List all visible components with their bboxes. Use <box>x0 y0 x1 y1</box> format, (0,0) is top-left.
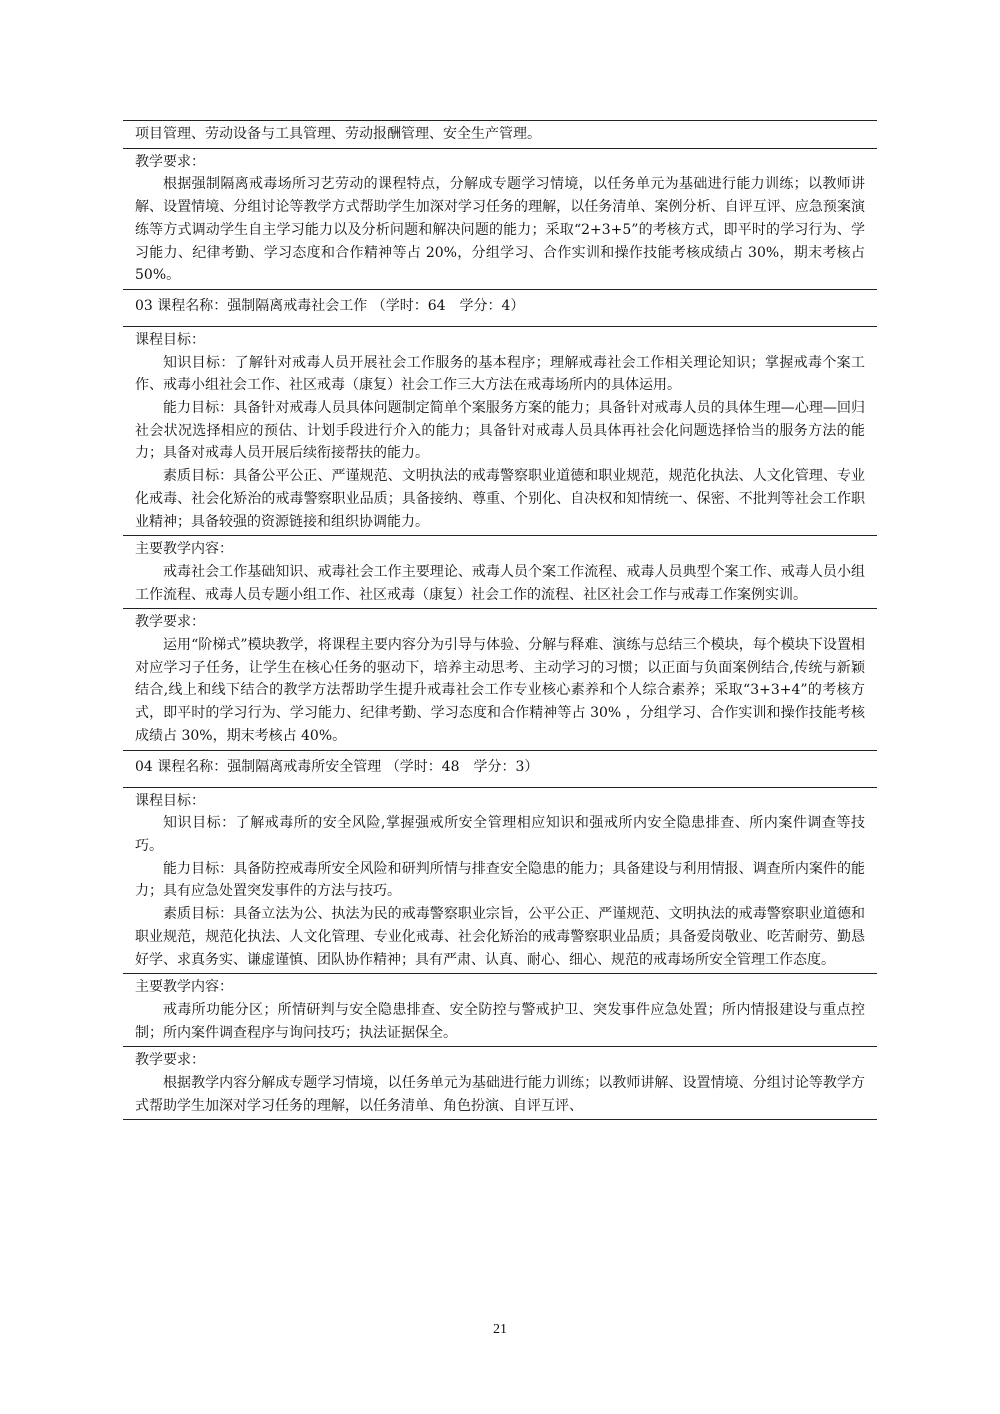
section-label: 课程目标： <box>135 792 205 809</box>
paragraph: 能力目标：具备防控戒毒所安全风险和研判所情与排查安全隐患的能力；具备建设与利用情报、调查所内案件的能力；具有应急处置突发事件的方法与技巧。 <box>135 860 865 900</box>
paragraph: 知识目标：了解针对戒毒人员开展社会工作服务的基本程序；理解戒毒社会工作相关理论知识；掌握戒毒个案工作、戒毒小组社会工作、社区戒毒（康复）社会工作三大方法在戒毒场所内的具体运用。 <box>135 354 865 394</box>
section-label: 主要教学内容： <box>135 541 233 558</box>
paragraph: 戒毒社会工作基础知识、戒毒社会工作主要理论、戒毒人员个案工作流程、戒毒人员典型个案工作、戒毒人员小组工作流程、戒毒人员专题小组工作、社区戒毒（康复）社会工作的流程、社区社会工作与戒毒工作案例实训。 <box>135 563 865 603</box>
section-label: 教学要求： <box>135 153 205 170</box>
paragraph: 运用“阶梯式”模块教学，将课程主要内容分为引导与体验、分解与释难、演练与总结三个模块，每个模块下设置相对应学习子任务，让学生在核心任务的驱动下，培养主动思考、主动学习的习惯；以正面与负面案例结合,传统与新颖结合,线上和线下结合的教学方法帮助学生提升戒毒社会工作专业核心素养和个人综合素养；采取“3+3+4”的考核方式，即平时的学习行为、学习能力、纪律考勤、学习态度和合作精神等占 30% ，分组学习、合作实训和操作技能考核成绩占 30%，期末考核占 40%。 <box>135 637 865 744</box>
table-row <box>123 1046 877 1120</box>
paragraph: 根据教学内容分解成专题学习情境，以任务单元为基础进行能力训练；以教师讲解、设置情境、分组讨论等教学方式帮助学生加深对学习任务的理解，以任务清单、角色扮演、自评互评、 <box>135 1075 865 1114</box>
table-row <box>123 535 877 608</box>
paragraph: 素质目标：具备公平公正、严谨规范、文明执法的戒毒警察职业道德和职业规范，规范化执法、人文化管理、专业化戒毒、社会化矫治的戒毒警察职业品质；具备接纳、尊重、个别化、自决权和知情统一、保密、不批判等社会工作职业精神；具备较强的资源链接和组织协调能力。 <box>135 468 865 530</box>
course-title: 03 课程名称：强制隔离戒毒社会工作 （学时：64 学分：4） <box>135 297 525 314</box>
table-row <box>123 973 877 1046</box>
page-number: 21 <box>493 1322 507 1337</box>
course-title-row <box>123 750 877 787</box>
paragraph: 根据强制隔离戒毒场所习艺劳动的课程特点，分解成专题学习情境，以任务单元为基础进行能力训练；以教师讲解、设置情境、分组讨论等教学方式帮助学生加深对学习任务的理解，以任务清单、案例分析、自评互评、应急预案演练等方式调动学生自主学习能力以及分析问题和解决问题的能力；采取“2+3+5”的考核方式，即平时的学习行为、学习能力、纪律考勤、学习态度和合作精神等占 20%，分组学习、合作实训和操作技能考核成绩占 30%，期末考核占 50%。 <box>135 176 865 284</box>
paragraph: 能力目标：具备针对戒毒人员具体问题制定简单个案服务方案的能力；具备针对戒毒人员的具体生理—心理—回归社会状况选择相应的预估、计划手段进行介入的能力；具备针对戒毒人员具体再社会化问题选择恰当的服务方法的能力；具备对戒毒人员开展后续衔接帮扶的能力。 <box>135 400 865 462</box>
course-title-row <box>123 289 877 326</box>
paragraph: 素质目标：具备立法为公、执法为民的戒毒警察职业宗旨，公平公正、严谨规范、文明执法的戒毒警察职业道德和职业规范，规范化执法、人文化管理、专业化戒毒、社会化矫治的戒毒警察职业品质；具备爱岗敬业、吃苦耐劳、勤恳好学、求真务实、谦虚谨慎、团队协作精神；具有严肃、认真、耐心、细心、规范的戒毒场所安全管理工作态度。 <box>135 906 865 968</box>
paragraph: 戒毒所功能分区；所情研判与安全隐患排查、安全防控与警戒护卫、突发事件应急处置；所内情报建设与重点控制；所内案件调查程序与询问技巧；执法证据保全。 <box>135 1001 865 1041</box>
section-label: 主要教学内容： <box>135 979 233 996</box>
table-row <box>123 787 877 974</box>
table-row <box>123 120 877 148</box>
section-label: 教学要求： <box>135 1052 205 1069</box>
course-table <box>123 120 877 1120</box>
table-row <box>123 326 877 535</box>
section-label: 教学要求： <box>135 614 205 631</box>
table-row <box>123 608 877 749</box>
section-label: 课程目标： <box>135 331 205 348</box>
table-row <box>123 148 877 289</box>
course-title: 04 课程名称：强制隔离戒毒所安全管理 （学时：48 学分：3） <box>135 758 539 775</box>
section-label: 项目管理、劳动设备与工具管理、劳动报酬管理、安全生产管理。 <box>135 126 541 142</box>
paragraph: 知识目标：了解戒毒所的安全风险,掌握强戒所安全管理相应知识和强戒所内安全隐患排查、所内案件调查等技巧。 <box>135 815 865 854</box>
